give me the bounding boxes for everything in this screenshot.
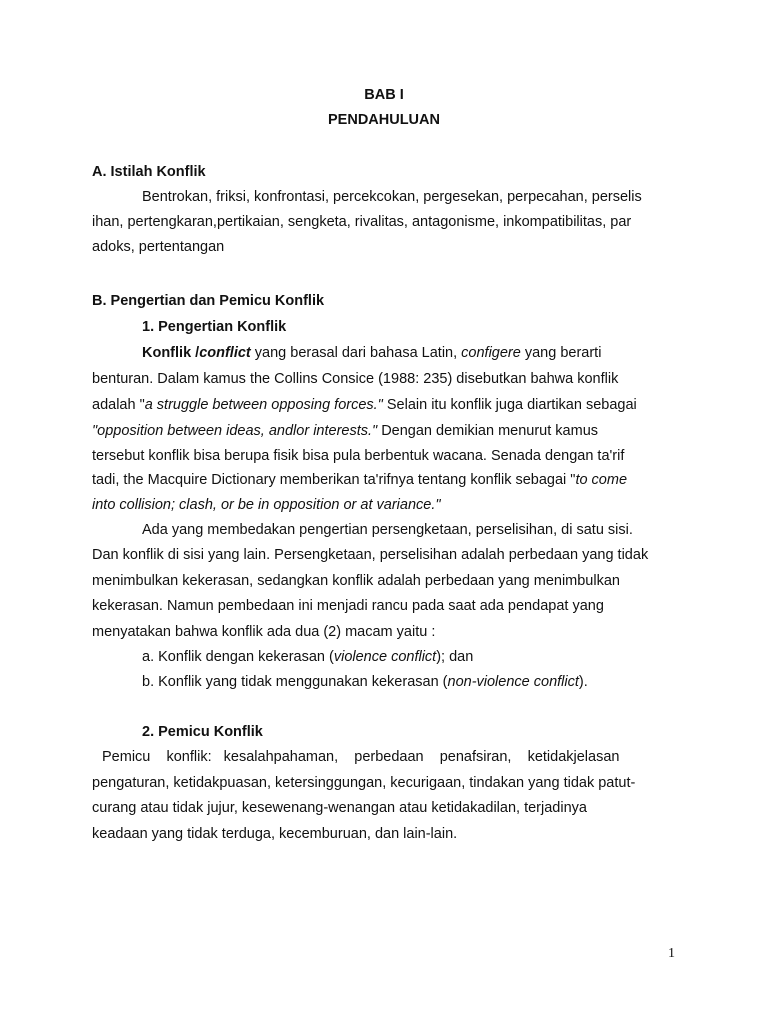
subsection-1-title: 1. Pengertian Konflik: [142, 319, 287, 335]
paragraph-2-line-4: kekerasan. Namun pembedaan ini menjadi rancu pada saat ada pendapat yang: [92, 598, 604, 614]
paragraph-2-line-5: menyatakan bahwa konflik ada dua (2) macam yaitu :: [92, 624, 436, 640]
text-span: Dengan demikian menurut kamus: [377, 423, 599, 439]
term-configere: configere: [461, 345, 521, 361]
paragraph-2-line-3: menimbulkan kekerasan, sedangkan konflik adalah perbedaan yang menimbulkan: [92, 573, 620, 589]
page-number: 1: [668, 946, 675, 961]
paragraph-3-line-3: curang atau tidak jujur, kesewenang-wenangan atau ketidakadilan, terjadinya: [92, 800, 587, 816]
text-span: adalah ": [92, 397, 145, 413]
text-span: tadi, the Macquire Dictionary memberikan ta'rifnya tentang konflik sebagai ": [92, 472, 576, 488]
paragraph-1-line-3: [92, 396, 676, 414]
document-page: [92, 0, 676, 1024]
term-non-violence-conflict: non-violence conflict: [447, 674, 579, 690]
text-span: ); dan: [436, 649, 474, 665]
quote-opposition: "opposition between ideas, andlor interests.": [92, 423, 378, 439]
paragraph-1-line-5: tersebut konflik bisa berupa fisik bisa pula berbentuk wacana. Senada dengan ta'rif: [92, 448, 625, 464]
text-span: b. Konflik yang tidak menggunakan kekerasan (: [142, 674, 448, 690]
subsection-2-title: 2. Pemicu Konflik: [142, 724, 263, 740]
list-item-b: [92, 673, 676, 691]
paragraph-1-line-1: [92, 344, 676, 362]
chapter-label: BAB I: [364, 87, 404, 103]
section-a-line-2: ihan, pertengkaran,pertikaian, sengketa, rivalitas, antagonisme, inkompatibilitas, par: [92, 214, 632, 230]
paragraph-1-line-2: benturan. Dalam kamus the Collins Consice (1988: 235) disebutkan bahwa konflik: [92, 371, 619, 387]
quote-come: to come: [575, 472, 628, 488]
text-span: yang berarti: [520, 345, 602, 361]
paragraph-3-line-1: Pemicu konflik: kesalahpahaman, perbedaan penafsiran, ketidakjelasan: [102, 749, 620, 765]
paragraph-2-line-2: Dan konflik di sisi yang lain. Persengketaan, perselisihan adalah perbedaan yang tidak: [92, 547, 649, 563]
text-span: Selain itu konflik juga diartikan sebagai: [382, 397, 637, 413]
section-b-title: B. Pengertian dan Pemicu Konflik: [92, 293, 325, 309]
section-a-line-1: Bentrokan, friksi, konfrontasi, percekcokan, pergesekan, perpecahan, perselis: [142, 189, 642, 205]
term-konflik: Konflik /: [142, 345, 200, 361]
paragraph-2-line-1: Ada yang membedakan pengertian persengketaan, perselisihan, di satu sisi.: [142, 522, 633, 538]
chapter-title: PENDAHULUAN: [328, 112, 440, 128]
paragraph-3-line-4: keadaan yang tidak terduga, kecemburuan, dan lain-lain.: [92, 826, 458, 842]
section-a-line-3: adoks, pertentangan: [92, 239, 225, 255]
term-conflict: conflict: [199, 345, 251, 361]
paragraph-3-line-2: pengaturan, ketidakpuasan, ketersinggungan, kecurigaan, tindakan yang tidak patut-: [92, 775, 636, 791]
paragraph-1-line-6: [92, 471, 676, 489]
list-item-a: [92, 648, 676, 666]
text-span: ).: [578, 674, 588, 690]
paragraph-1-line-7: into collision; clash, or be in opposition or at variance.": [92, 497, 441, 513]
text-span: yang berasal dari bahasa Latin,: [250, 345, 462, 361]
text-span: a. Konflik dengan kekerasan (: [142, 649, 334, 665]
paragraph-1-line-4: [92, 422, 676, 440]
term-violence-conflict: violence conflict: [333, 649, 437, 665]
quote-struggle: a struggle between opposing forces.": [144, 397, 383, 413]
section-a-title: A. Istilah Konflik: [92, 164, 206, 180]
